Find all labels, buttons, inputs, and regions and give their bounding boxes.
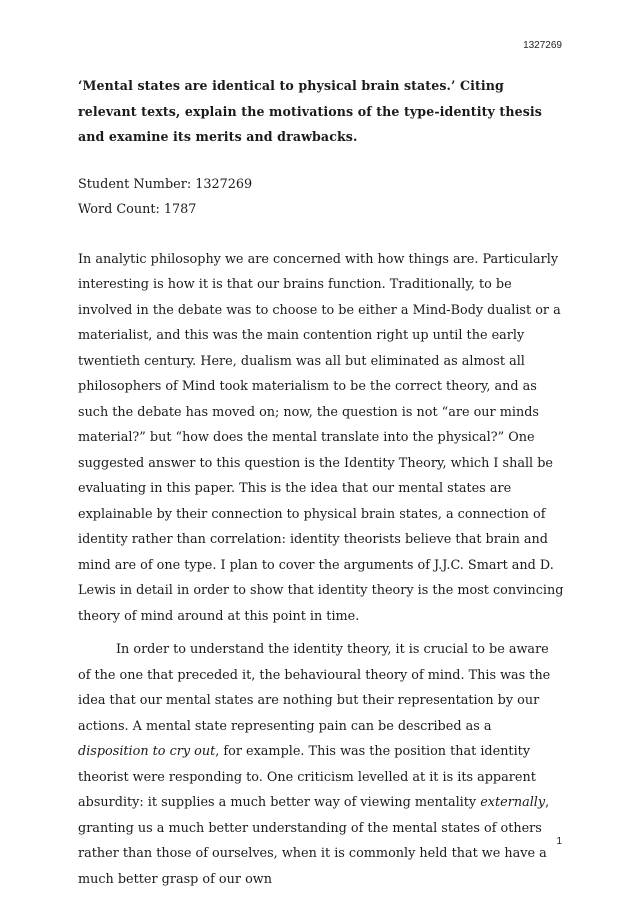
footer-page-number: 1 [556, 836, 562, 847]
student-number: Student Number: 1327269 [78, 176, 253, 192]
document-body [78, 73, 565, 892]
paragraph-2-text-b: , for example. This was the position that identity theorist were responding to. One criticism levelled at it is its apparent absurdity: it supplies a much better way of viewing mentality [78, 744, 536, 810]
paragraph-2-text-a: In order to understand the identity theory, it is crucial to be aware of the one that preceded it, the behavioural theory of mind. This was the idea that our mental states are nothing but their representation by our actions. A mental state representing pain can be described as a [78, 642, 551, 734]
essay-title: ‘Mental states are identical to physical brain states.’ Citing relevant texts, explain the motivations of the type-identity thesis and examine its merits and drawbacks. [78, 78, 542, 144]
paragraph-2-text-c: , granting us a much better understanding of the mental states of others rather than those of ourselves, when it is commonly held that we have a much better grasp of our own [78, 795, 550, 887]
word-count: Word Count: 1787 [78, 202, 197, 217]
paragraph-1: In analytic philosophy we are concerned with how things are. Particularly interesting is how it is that our brains function. Traditionally, to be involved in the debate was to choose to be either a Mind-Body dualist or a materialist, and this was the main contention right up until the early twentieth century. Here, dualism was all but eliminated as almost all philosophers of Mind took materialism to be the correct theory, and as such the debate has moved on; now, the question is not “are our minds material?” but “how does the mental translate into the physical?” One suggested answer to this question is the Identity Theory, which I shall be evaluating in this paper. This is the idea that our mental states are explainable by their connection to physical brain states, a connection of identity rather than correlation: identity theorists believe that brain and mind are of one type. I plan to cover the arguments of J.J.C. Smart and D. Lewis in detail in order to show that identity theory is the most convincing theory of mind around at this point in time. [78, 251, 564, 624]
essay-meta [78, 172, 565, 223]
paragraph-2 [78, 637, 565, 892]
paragraph-2-emphasis-2: externally [480, 795, 546, 810]
paragraph-2-emphasis-1: disposition to cry out [78, 744, 216, 759]
header-page-id: 1327269 [523, 40, 562, 51]
